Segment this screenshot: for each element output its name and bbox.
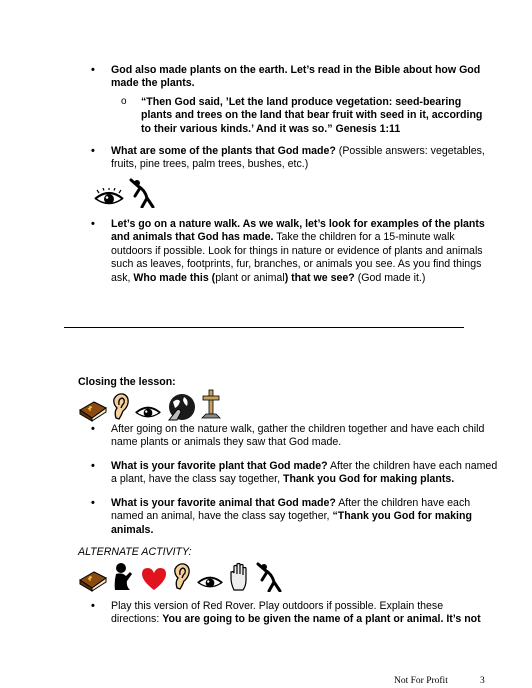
text-span: (God made it.) [354, 271, 426, 284]
text-span: named an animal, have the class say together, [111, 510, 333, 523]
text-span: a plant, have the class say together, [111, 473, 283, 486]
bible-icon [78, 392, 108, 422]
bullet-marker: • [91, 145, 95, 157]
text-line: plants and trees on the land that bear fruit with seed in it, according [141, 109, 483, 122]
text-line: Play this version of Red Rover. Play outdoors if possible. Explain these [111, 600, 444, 612]
text-span: and animals that God has made. [111, 231, 274, 244]
stretching-person-icon [129, 178, 157, 208]
cross-icon [200, 388, 222, 422]
ear-icon [172, 562, 192, 592]
text-span: plant or animal [215, 271, 285, 284]
bullet-marker: • [91, 600, 95, 612]
text-line: After going on the nature walk, gather the children together and have each child [111, 423, 485, 435]
praying-child-icon [112, 562, 136, 592]
text-line: made the plants. [111, 77, 195, 90]
text-span: Take the children for a 15-minute walk [273, 231, 455, 244]
text-span: You are going to be given the name of a plant or animal. It’s not [162, 613, 481, 626]
page-number: 3 [480, 676, 485, 686]
bullet-marker: • [91, 423, 95, 435]
bible-icon [78, 562, 108, 592]
paragraph-plants-intro [111, 64, 480, 91]
hand-icon [228, 562, 252, 592]
question-text: What are some of the plants that God made? [111, 145, 336, 157]
alternate-activity-text [111, 600, 481, 627]
text-span: directions: [111, 613, 163, 626]
text-line: Let’s go on a nature walk. As we walk, let’s look for examples of the plants [111, 218, 485, 230]
text-line: to their various kinds.’ And it was so.” Genesis 1:11 [141, 122, 401, 135]
closing-heading: Closing the lesson: [78, 376, 176, 388]
bullet-marker: • [91, 460, 95, 472]
eye-icon [134, 402, 162, 422]
bullet-marker: • [91, 64, 95, 76]
question-text: What is your favorite plant that God made? [111, 460, 328, 472]
closing-bullet-gather [111, 423, 484, 450]
icon-row-1 [93, 178, 157, 208]
heart-icon [140, 566, 168, 592]
eye-icon [93, 188, 125, 208]
text-line: animals. [111, 523, 154, 536]
icon-row-2 [78, 388, 222, 422]
ear-icon [111, 392, 131, 422]
section-divider [64, 327, 464, 328]
closing-bullet-animal [111, 497, 472, 537]
text-line: such as leaves, footprints, fur, branches, or animals you see. As you find things [111, 258, 482, 271]
paragraph-plant-question [111, 145, 485, 172]
alternate-activity-heading: ALTERNATE ACTIVITY: [78, 546, 192, 558]
icon-row-3 [78, 562, 284, 592]
text-line: fruits, pine trees, palm trees, bushes, etc.) [111, 158, 309, 171]
stretching-person-icon [256, 562, 284, 592]
text-span: ) that we see? [284, 271, 355, 284]
question-text: What is your favorite animal that God made? [111, 497, 336, 509]
text-line: outdoors if possible. Look for things in nature or evidence of plants and animals [111, 244, 483, 257]
text-span: (Possible answers: vegetables, [335, 145, 485, 157]
sub-bullet-marker: o [121, 96, 127, 107]
text-line: name plants or animals they saw that God made. [111, 436, 342, 449]
paragraph-nature-walk [111, 218, 485, 285]
text-line: God also made plants on the earth. Let’s read in the Bible about how God [111, 64, 481, 76]
text-span: After the children have each named [327, 460, 498, 472]
bullet-marker: • [91, 218, 95, 230]
praying-hands-globe-icon [165, 392, 197, 422]
text-line: “Then God said, ’Let the land produce vegetation: seed-bearing [141, 96, 462, 108]
footer-label: Not For Profit [394, 676, 448, 686]
text-span: Thank you God for making plants. [282, 473, 455, 486]
eye-icon [196, 572, 224, 592]
text-span: “Thank you God for making [332, 510, 472, 523]
text-span: ask, [111, 271, 134, 284]
text-span: After the children have each [335, 497, 471, 509]
scripture-quote [141, 96, 482, 136]
text-span: Who made this ( [133, 271, 216, 284]
closing-bullet-plant [111, 460, 497, 487]
bullet-marker: • [91, 497, 95, 509]
